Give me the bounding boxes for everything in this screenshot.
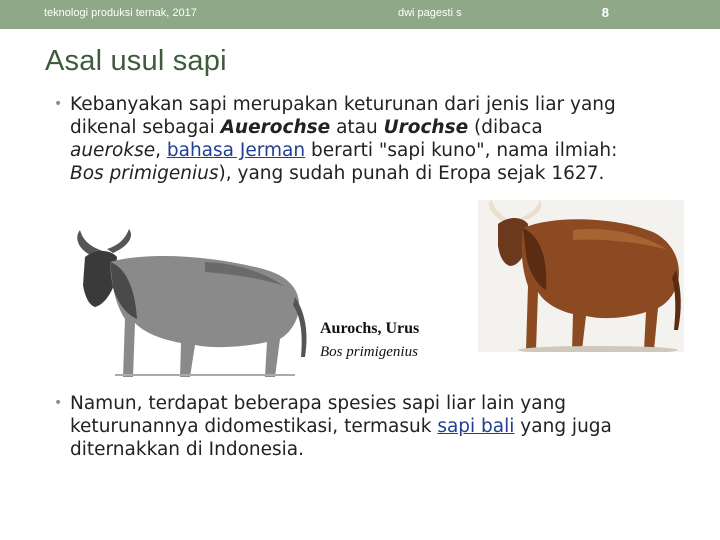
header-author-text: dwi pagesti s [398, 7, 462, 19]
bullet-icon: • [54, 395, 63, 411]
term-auerokse: auerokse [70, 140, 156, 161]
bullet1-text-6: ), yang sudah punah di Eropa sejak 1627. [218, 163, 605, 184]
caption-latin-name: Bos primigenius [320, 344, 418, 360]
caption-common-name: Aurochs, Urus [320, 320, 420, 337]
bullet1-text-2: atau [330, 117, 384, 138]
term-urochse: Urochse [383, 117, 469, 138]
bullet2-text-2: yang juga diternakkan di Indonesia. [70, 416, 612, 460]
link-sapi-bali[interactable]: sapi bali [437, 416, 515, 437]
bullet-icon: • [54, 96, 63, 112]
bullet1-text-5: berarti "sapi kuno", nama ilmiah: [305, 140, 618, 161]
aurochs-sketch-image [55, 227, 313, 379]
bullet2-text-1: Namun, terdapat beberapa spesies sapi liar lain yang keturunannya didomestikasi, termasuk [70, 393, 567, 437]
term-auerochse: Auerochse [220, 117, 331, 138]
bullet-origin [54, 93, 630, 185]
slide-title: Asal usul sapi [45, 45, 227, 77]
bullet1-text-4: , [155, 140, 167, 161]
header-course-text: teknologi produksi ternak, 2017 [44, 7, 197, 19]
term-bos-primigenius: Bos primigenius [70, 163, 219, 184]
bullet1-text-3: (dibaca [468, 117, 543, 138]
link-bahasa-jerman[interactable]: bahasa Jerman [166, 140, 306, 161]
header-bar [0, 0, 720, 29]
bullet1-text-1: Kebanyakan sapi merupakan keturunan dari jenis liar yang dikenal sebagai [70, 94, 616, 138]
aurochs-painting-image [478, 200, 684, 352]
page-number: 8 [601, 5, 609, 20]
bullet-other-species [54, 392, 650, 461]
